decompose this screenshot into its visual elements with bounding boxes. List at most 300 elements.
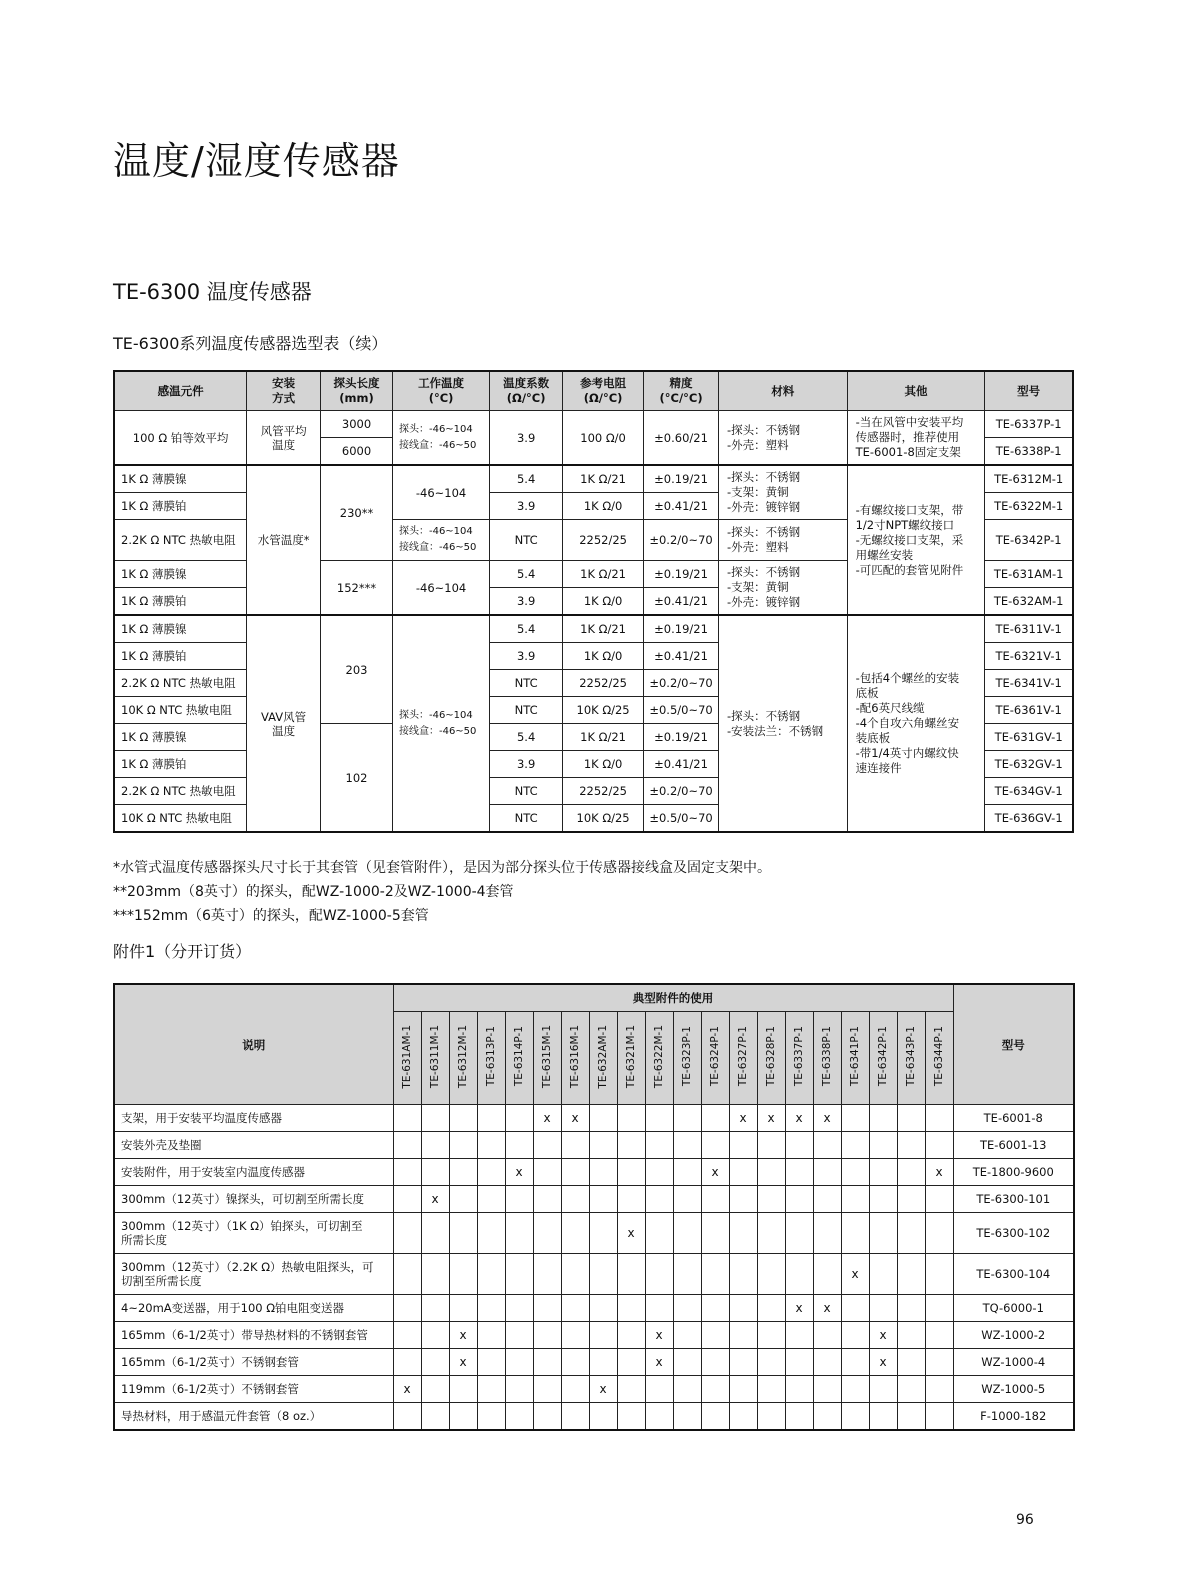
usage-cell (729, 1403, 757, 1431)
usage-cell (617, 1403, 645, 1431)
usage-cell (645, 1254, 673, 1295)
usage-cell (645, 1105, 673, 1132)
usage-cell: x (645, 1349, 673, 1376)
usage-cell (897, 1213, 925, 1254)
usage-cell (421, 1213, 449, 1254)
usage-cell: x (449, 1349, 477, 1376)
usage-cell (813, 1403, 841, 1431)
usage-cell: x (869, 1349, 897, 1376)
coef-cell: 5.4 (490, 724, 563, 751)
usage-cell (505, 1376, 533, 1403)
usage-cell (561, 1295, 589, 1322)
column-header (645, 1012, 673, 1105)
usage-cell (701, 1186, 729, 1213)
usage-cell (449, 1132, 477, 1159)
usage-cell (533, 1322, 561, 1349)
usage-cell (841, 1349, 869, 1376)
usage-cell: x (505, 1159, 533, 1186)
coef-cell: 5.4 (490, 465, 563, 493)
table-row (114, 1213, 1074, 1254)
usage-cell (533, 1159, 561, 1186)
coef-cell: 3.9 (490, 588, 563, 616)
usage-cell (757, 1349, 785, 1376)
usage-cell (925, 1295, 953, 1322)
element-cell: 10K Ω NTC 热敏电阻 (114, 697, 247, 724)
usage-cell (673, 1159, 701, 1186)
column-header-label: TE-6314P-1 (513, 1026, 525, 1087)
usage-cell: x (813, 1295, 841, 1322)
usage-cell (561, 1403, 589, 1431)
description-header: 说明 (114, 984, 393, 1105)
table-row (114, 465, 1073, 493)
column-header-label: TE-6337P-1 (793, 1026, 805, 1087)
column-header (561, 1012, 589, 1105)
usage-cell (869, 1132, 897, 1159)
usage-cell (925, 1322, 953, 1349)
usage-cell (785, 1186, 813, 1213)
usage-cell (869, 1105, 897, 1132)
usage-cell (617, 1186, 645, 1213)
usage-cell (673, 1254, 701, 1295)
usage-cell (645, 1403, 673, 1431)
model-cell: TE-6300-102 (953, 1213, 1074, 1254)
usage-cell (393, 1159, 421, 1186)
usage-cell (645, 1376, 673, 1403)
material-cell: -探头：不锈钢 -支架：黄铜 -外壳：镀锌钢 (719, 561, 848, 616)
usage-cell (477, 1295, 505, 1322)
accuracy-cell: ±0.5/0~70 (644, 697, 719, 724)
usage-cell (897, 1349, 925, 1376)
usage-cell (757, 1186, 785, 1213)
header-cell: 材料 (719, 371, 848, 411)
table1-caption: TE-6300系列温度传感器选型表（续） (113, 334, 388, 353)
usage-cell (813, 1322, 841, 1349)
column-header-label: TE-6327P-1 (737, 1026, 749, 1087)
element-cell: 1K Ω 薄膜镍 (114, 615, 247, 643)
element-cell: 100 Ω 铂等效平均 (114, 411, 247, 466)
usage-cell (673, 1132, 701, 1159)
element-cell: 10K Ω NTC 热敏电阻 (114, 805, 247, 833)
description-cell: 165mm（6-1/2英寸）带导热材料的不锈钢套管 (114, 1322, 393, 1349)
usage-cell: x (561, 1105, 589, 1132)
description-cell: 安装附件，用于安装室内温度传感器 (114, 1159, 393, 1186)
usage-cell (617, 1105, 645, 1132)
table2-header-row (114, 984, 1074, 1012)
usage-cell (477, 1105, 505, 1132)
accessory-table (113, 983, 1075, 1431)
model-cell: TE-634GV-1 (985, 778, 1073, 805)
usage-cell (505, 1105, 533, 1132)
usage-cell (617, 1295, 645, 1322)
usage-cell (449, 1159, 477, 1186)
usage-cell (393, 1213, 421, 1254)
usage-cell (729, 1322, 757, 1349)
usage-cell (421, 1376, 449, 1403)
usage-cell (729, 1159, 757, 1186)
length-cell: 152*** (321, 561, 393, 616)
usage-cell (813, 1349, 841, 1376)
model-cell: TE-631GV-1 (985, 724, 1073, 751)
table-row (114, 1349, 1074, 1376)
accuracy-cell: ±0.19/21 (644, 724, 719, 751)
description-cell: 支架，用于安装平均温度传感器 (114, 1105, 393, 1132)
usage-cell (729, 1376, 757, 1403)
coef-cell: 3.9 (490, 411, 563, 466)
usage-cell (421, 1295, 449, 1322)
usage-cell (477, 1213, 505, 1254)
element-cell: 2.2K Ω NTC 热敏电阻 (114, 520, 247, 561)
usage-cell (757, 1403, 785, 1431)
table-row (114, 1295, 1074, 1322)
accuracy-cell: ±0.41/21 (644, 751, 719, 778)
usage-cell (925, 1376, 953, 1403)
usage-cell (869, 1213, 897, 1254)
page-title: 温度/湿度传感器 (113, 139, 400, 183)
column-header (505, 1012, 533, 1105)
usage-cell (813, 1186, 841, 1213)
column-header (533, 1012, 561, 1105)
usage-cell (589, 1295, 617, 1322)
usage-cell (869, 1295, 897, 1322)
temp-cell: 探头：-46~104 接线盒：-46~50 (392, 520, 489, 561)
other-cell: -有螺纹接口支架，带 1/2寸NPT螺纹接口 -无螺纹接口支架，采 用螺丝安装 -可匹配的套管见附件 (847, 465, 985, 615)
usage-cell: x (925, 1159, 953, 1186)
description-cell: 4~20mA变送器，用于100 Ω铂电阻变送器 (114, 1295, 393, 1322)
model-cell: TE-6338P-1 (985, 438, 1073, 466)
usage-cell (869, 1159, 897, 1186)
usage-cell (477, 1322, 505, 1349)
usage-cell (505, 1186, 533, 1213)
column-header-label: TE-6316M-1 (569, 1024, 581, 1089)
accuracy-cell: ±0.60/21 (644, 411, 719, 466)
usage-cell (701, 1376, 729, 1403)
column-header-label: TE-6323P-1 (681, 1026, 693, 1087)
ref-cell: 2252/25 (563, 778, 644, 805)
usage-cell (533, 1132, 561, 1159)
usage-cell (589, 1403, 617, 1431)
description-cell: 安装外壳及垫圈 (114, 1132, 393, 1159)
coef-cell: 5.4 (490, 561, 563, 588)
model-cell: TE-6337P-1 (985, 411, 1073, 438)
usage-cell: x (869, 1322, 897, 1349)
usage-cell (701, 1295, 729, 1322)
ref-cell: 10K Ω/25 (563, 805, 644, 833)
model-cell: TE-6001-8 (953, 1105, 1074, 1132)
table-row (114, 1376, 1074, 1403)
model-cell: WZ-1000-2 (953, 1322, 1074, 1349)
mount-cell: 水管温度* (247, 465, 321, 615)
column-header-label: TE-6313P-1 (485, 1026, 497, 1087)
description-cell: 300mm（12英寸）（2.2K Ω）热敏电阻探头，可 切割至所需长度 (114, 1254, 393, 1295)
column-header-label: TE-6324P-1 (709, 1026, 721, 1087)
header-cell: 安装 方式 (247, 371, 321, 411)
description-cell: 300mm（12英寸）镍探头，可切割至所需长度 (114, 1186, 393, 1213)
usage-cell (393, 1132, 421, 1159)
usage-cell (505, 1132, 533, 1159)
column-header (701, 1012, 729, 1105)
usage-cell (673, 1105, 701, 1132)
column-header-label: TE-6321M-1 (625, 1024, 637, 1089)
coef-cell: NTC (490, 520, 563, 561)
usage-cell (841, 1186, 869, 1213)
usage-cell (533, 1349, 561, 1376)
length-cell: 3000 (321, 411, 393, 438)
usage-cell (477, 1159, 505, 1186)
usage-cell: x (449, 1322, 477, 1349)
usage-cell (421, 1403, 449, 1431)
usage-cell (673, 1213, 701, 1254)
usage-cell (645, 1186, 673, 1213)
table-row (114, 411, 1073, 438)
table-row (114, 615, 1073, 643)
usage-cell (421, 1254, 449, 1295)
element-cell: 1K Ω 薄膜铂 (114, 751, 247, 778)
usage-cell (393, 1322, 421, 1349)
coef-cell: NTC (490, 697, 563, 724)
usage-cell (841, 1132, 869, 1159)
usage-cell (505, 1254, 533, 1295)
length-cell: 6000 (321, 438, 393, 466)
usage-cell (533, 1213, 561, 1254)
element-cell: 2.2K Ω NTC 热敏电阻 (114, 778, 247, 805)
usage-cell (813, 1254, 841, 1295)
usage-cell (785, 1213, 813, 1254)
ref-cell: 1K Ω/21 (563, 561, 644, 588)
usage-cell: x (589, 1376, 617, 1403)
usage-cell (477, 1349, 505, 1376)
usage-cell (897, 1403, 925, 1431)
usage-cell (785, 1349, 813, 1376)
element-cell: 1K Ω 薄膜镍 (114, 561, 247, 588)
usage-cell: x (617, 1213, 645, 1254)
usage-cell (813, 1132, 841, 1159)
model-cell: TE-6321V-1 (985, 643, 1073, 670)
model-cell: TE-636GV-1 (985, 805, 1073, 833)
accuracy-cell: ±0.19/21 (644, 561, 719, 588)
usage-cell (393, 1349, 421, 1376)
table-row (114, 1322, 1074, 1349)
usage-cell (617, 1349, 645, 1376)
usage-cell (729, 1254, 757, 1295)
column-header-label: TE-6322M-1 (653, 1024, 665, 1089)
usage-cell (701, 1105, 729, 1132)
usage-cell (393, 1254, 421, 1295)
usage-cell (477, 1403, 505, 1431)
table-row (114, 1403, 1074, 1431)
usage-cell (869, 1254, 897, 1295)
accuracy-cell: ±0.19/21 (644, 615, 719, 643)
usage-cell (589, 1254, 617, 1295)
usage-cell (785, 1376, 813, 1403)
usage-cell (533, 1295, 561, 1322)
usage-cell (645, 1132, 673, 1159)
selection-table (113, 370, 1074, 833)
description-cell: 300mm（12英寸）（1K Ω）铂探头，可切割至 所需长度 (114, 1213, 393, 1254)
usage-cell (645, 1295, 673, 1322)
accuracy-cell: ±0.41/21 (644, 588, 719, 616)
model-header: 型号 (953, 984, 1074, 1105)
usage-cell (785, 1254, 813, 1295)
usage-cell (561, 1349, 589, 1376)
usage-cell (841, 1213, 869, 1254)
usage-cell (561, 1213, 589, 1254)
usage-cell (813, 1376, 841, 1403)
usage-cell (421, 1349, 449, 1376)
usage-cell: x (533, 1105, 561, 1132)
ref-cell: 2252/25 (563, 670, 644, 697)
usage-cell (785, 1132, 813, 1159)
material-cell: -探头：不锈钢 -支架：黄铜 -外壳：镀锌钢 (719, 465, 848, 520)
ref-cell: 1K Ω/21 (563, 465, 644, 493)
usage-cell (897, 1254, 925, 1295)
model-cell: TE-6342P-1 (985, 520, 1073, 561)
table-row (114, 1159, 1074, 1186)
description-cell: 119mm（6-1/2英寸）不锈钢套管 (114, 1376, 393, 1403)
usage-cell (617, 1376, 645, 1403)
usage-cell (701, 1349, 729, 1376)
usage-cell (701, 1213, 729, 1254)
usage-cell (533, 1254, 561, 1295)
column-header (673, 1012, 701, 1105)
ref-cell: 100 Ω/0 (563, 411, 644, 466)
usage-cell (449, 1295, 477, 1322)
column-header (757, 1012, 785, 1105)
header-cell: 感温元件 (114, 371, 247, 411)
usage-cell (757, 1159, 785, 1186)
accuracy-cell: ±0.41/21 (644, 643, 719, 670)
usage-cell (533, 1376, 561, 1403)
usage-group-header: 典型附件的使用 (393, 984, 953, 1012)
usage-cell (533, 1186, 561, 1213)
mount-cell: VAV风管 温度 (247, 615, 321, 832)
usage-cell (729, 1132, 757, 1159)
model-cell: TE-6300-104 (953, 1254, 1074, 1295)
column-header (869, 1012, 897, 1105)
temp-cell: -46~104 (392, 561, 489, 616)
usage-cell: x (393, 1376, 421, 1403)
usage-cell: x (841, 1254, 869, 1295)
usage-cell (505, 1322, 533, 1349)
header-cell: 探头长度 (mm) (321, 371, 393, 411)
ref-cell: 1K Ω/21 (563, 615, 644, 643)
column-header-label: TE-6338P-1 (821, 1026, 833, 1087)
column-header-label: TE-631AM-1 (401, 1024, 413, 1089)
usage-cell (449, 1105, 477, 1132)
ref-cell: 1K Ω/0 (563, 588, 644, 616)
model-cell: TE-6001-13 (953, 1132, 1074, 1159)
temp-cell: 探头：-46~104 接线盒：-46~50 (392, 411, 489, 466)
usage-cell (449, 1254, 477, 1295)
column-header (449, 1012, 477, 1105)
usage-cell (449, 1186, 477, 1213)
column-header (393, 1012, 421, 1105)
usage-cell (869, 1376, 897, 1403)
usage-cell (841, 1159, 869, 1186)
length-cell: 203 (321, 615, 393, 724)
usage-cell (393, 1295, 421, 1322)
material-cell: -探头：不锈钢 -外壳：塑料 (719, 520, 848, 561)
usage-cell (701, 1322, 729, 1349)
header-cell: 其他 (847, 371, 985, 411)
usage-cell (673, 1376, 701, 1403)
usage-cell (757, 1376, 785, 1403)
usage-cell (673, 1295, 701, 1322)
column-header (729, 1012, 757, 1105)
description-cell: 导热材料，用于感温元件套管（8 oz.） (114, 1403, 393, 1431)
usage-cell (505, 1295, 533, 1322)
usage-cell (897, 1186, 925, 1213)
usage-cell (869, 1186, 897, 1213)
model-cell: TE-6312M-1 (985, 465, 1073, 493)
column-header-label: TE-6311M-1 (429, 1024, 441, 1089)
usage-cell (701, 1403, 729, 1431)
usage-cell (645, 1213, 673, 1254)
coef-cell: 3.9 (490, 493, 563, 520)
usage-cell (561, 1186, 589, 1213)
usage-cell (561, 1132, 589, 1159)
usage-cell (813, 1213, 841, 1254)
usage-cell (897, 1132, 925, 1159)
usage-cell (897, 1295, 925, 1322)
column-header (617, 1012, 645, 1105)
table-row (114, 1186, 1074, 1213)
element-cell: 1K Ω 薄膜镍 (114, 465, 247, 493)
usage-cell (589, 1213, 617, 1254)
header-cell: 参考电阻 (Ω/°C) (563, 371, 644, 411)
mount-cell: 风管平均 温度 (247, 411, 321, 466)
footnotes (113, 856, 771, 928)
usage-cell (617, 1322, 645, 1349)
table1-header-row (114, 371, 1073, 411)
usage-cell: x (645, 1322, 673, 1349)
usage-cell (421, 1159, 449, 1186)
column-header-label: TE-6315M-1 (541, 1024, 553, 1089)
model-cell: TE-6341V-1 (985, 670, 1073, 697)
model-cell: TE-6311V-1 (985, 615, 1073, 643)
column-header-label: TE-632AM-1 (597, 1024, 609, 1089)
table-row (114, 1132, 1074, 1159)
usage-cell (841, 1376, 869, 1403)
usage-cell: x (785, 1295, 813, 1322)
usage-cell (729, 1213, 757, 1254)
usage-cell (589, 1349, 617, 1376)
description-cell: 165mm（6-1/2英寸）不锈钢套管 (114, 1349, 393, 1376)
length-cell: 230** (321, 465, 393, 561)
usage-cell (505, 1213, 533, 1254)
other-cell: -包括4个螺丝的安装 底板 -配6英尺线缆 -4个自攻六角螺丝安 装底板 -带1/4英寸内螺纹快 速连接件 (847, 615, 985, 832)
column-header (589, 1012, 617, 1105)
usage-cell (561, 1159, 589, 1186)
usage-cell (421, 1105, 449, 1132)
material-cell: -探头：不锈钢 -安装法兰：不锈钢 (719, 615, 848, 832)
element-cell: 1K Ω 薄膜镍 (114, 724, 247, 751)
usage-cell (813, 1159, 841, 1186)
accuracy-cell: ±0.5/0~70 (644, 805, 719, 833)
usage-cell (925, 1105, 953, 1132)
usage-cell (673, 1186, 701, 1213)
model-cell: TE-6300-101 (953, 1186, 1074, 1213)
model-cell: F-1000-182 (953, 1403, 1074, 1431)
coef-cell: 3.9 (490, 643, 563, 670)
usage-cell (785, 1322, 813, 1349)
ref-cell: 2252/25 (563, 520, 644, 561)
usage-cell (645, 1159, 673, 1186)
column-header-label: TE-6328P-1 (765, 1026, 777, 1087)
coef-cell: NTC (490, 778, 563, 805)
usage-cell (757, 1254, 785, 1295)
usage-cell (757, 1213, 785, 1254)
model-cell: TE-6361V-1 (985, 697, 1073, 724)
